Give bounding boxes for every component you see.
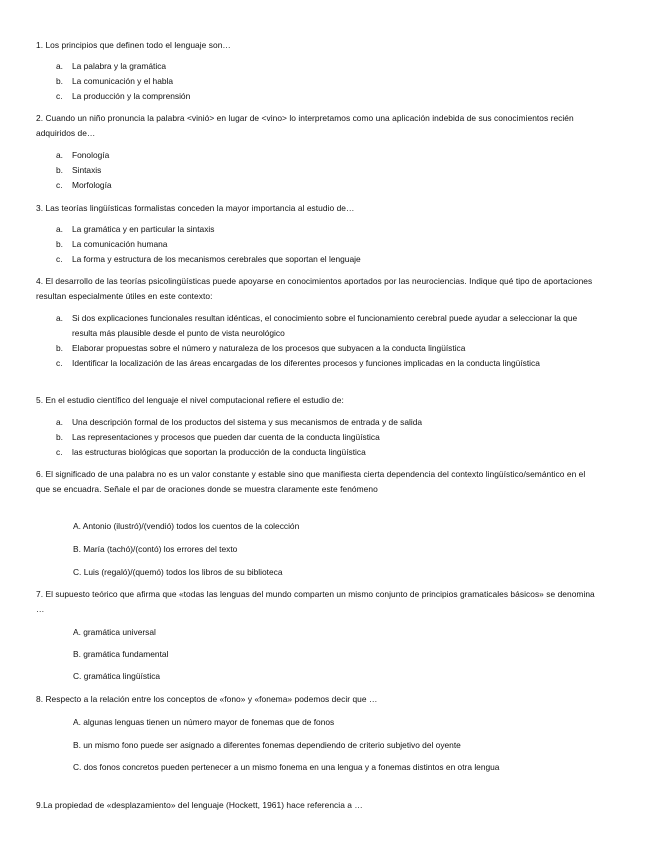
option-text: Fonología bbox=[72, 150, 110, 160]
option-marker: c. bbox=[56, 254, 63, 264]
option-text: las estructuras biológicas que soportan la producción de la conducta lingüística bbox=[72, 447, 366, 457]
question-8: 8. Respecto a la relación entre los conceptos de «fono» y «fonema» podemos decir que … bbox=[36, 694, 378, 704]
q8-option-b: B. un mismo fono puede ser asignado a diferentes fonemas dependiendo de criterio subjetivo del oyente bbox=[73, 740, 461, 750]
option-text: La producción y la comprensión bbox=[72, 91, 191, 101]
question-2: 2. Cuando un niño pronuncia la palabra <vinió> en lugar de <vino> lo interpretamos como una aplicación indebida de sus conocimientos recién adquiridos de… bbox=[36, 113, 574, 138]
question-4: 4. El desarrollo de las teorías psicolingüísticas puede apoyarse en conocimientos aportados por las neurociencias. Indique qué tipo de aportaciones resultan especialmente útiles en este contexto: bbox=[36, 276, 593, 301]
question-1: 1. Los principios que definen todo el lenguaje son… bbox=[36, 40, 231, 50]
option-marker: b. bbox=[56, 343, 63, 353]
option-text: Identificar la localización de las áreas encargadas de los diferentes procesos y funciones implicadas en la conducta lingüística bbox=[72, 358, 540, 368]
question-6: 6. El significado de una palabra no es un valor constante y estable sino que manifiesta cierta dependencia del contexto lingüístico/semántico en el que se encuadra. Señale el par de oraciones donde se muestra claramente este fenómeno bbox=[36, 469, 586, 494]
q8-option-a: A. algunas lenguas tienen un número mayor de fonemas que de fonos bbox=[73, 717, 335, 727]
option-marker: c. bbox=[56, 358, 63, 368]
option-text: Las representaciones y procesos que pueden dar cuenta de la conducta lingüística bbox=[72, 432, 380, 442]
question-9: 9.La propiedad de «desplazamiento» del lenguaje (Hockett, 1961) hace referencia a … bbox=[36, 800, 363, 810]
option-text: Elaborar propuestas sobre el número y naturaleza de los procesos que subyacen a la conducta lingüística bbox=[72, 343, 466, 353]
option-text: La forma y estructura de los mecanismos cerebrales que soportan el lenguaje bbox=[72, 254, 361, 264]
q7-option-a: A. gramática universal bbox=[73, 627, 156, 637]
option-text: La comunicación y el habla bbox=[72, 76, 174, 86]
option-marker: a. bbox=[56, 150, 63, 160]
question-3: 3. Las teorías lingüísticas formalistas conceden la mayor importancia al estudio de… bbox=[36, 203, 355, 213]
option-text: La gramática y en particular la sintaxis bbox=[72, 224, 215, 234]
q6-option-c: C. Luis (regaló)/(quemó) todos los libros de su biblioteca bbox=[73, 567, 283, 577]
option-text: Una descripción formal de los productos del sistema y sus mecanismos de entrada y de salida bbox=[72, 417, 423, 427]
option-marker: a. bbox=[56, 224, 63, 234]
option-text: La palabra y la gramática bbox=[72, 61, 167, 71]
option-marker: b. bbox=[56, 76, 63, 86]
option-text: La comunicación humana bbox=[72, 239, 168, 249]
q7-option-b: B. gramática fundamental bbox=[73, 649, 169, 659]
question-5: 5. En el estudio científico del lenguaje el nivel computacional refiere el estudio de: bbox=[36, 395, 344, 405]
q8-option-c: C. dos fonos concretos pueden pertenecer a un mismo fonema en una lengua y a fonemas distintos en otra lengua bbox=[73, 762, 500, 772]
q6-option-a: A. Antonio (ilustró)/(vendió) todos los cuentos de la colección bbox=[73, 521, 300, 531]
option-marker: c. bbox=[56, 447, 63, 457]
option-marker: b. bbox=[56, 165, 63, 175]
option-text: Sintaxis bbox=[72, 165, 102, 175]
question-7: 7. El supuesto teórico que afirma que «todas las lenguas del mundo comparten un mismo conjunto de principios gramaticales básicos» se denomina … bbox=[36, 589, 595, 614]
q6-option-b: B. María (tachó)/(contó) los errores del texto bbox=[73, 544, 238, 554]
option-marker: b. bbox=[56, 432, 63, 442]
option-marker: b. bbox=[56, 239, 63, 249]
q7-option-c: C. gramática lingüística bbox=[73, 671, 161, 681]
option-marker: c. bbox=[56, 180, 63, 190]
option-text: Morfología bbox=[72, 180, 112, 190]
option-marker: a. bbox=[56, 61, 63, 71]
option-marker: c. bbox=[56, 91, 63, 101]
option-marker: a. bbox=[56, 417, 63, 427]
option-marker: a. bbox=[56, 313, 63, 323]
option-text: Si dos explicaciones funcionales resultan idénticas, el conocimiento sobre el funcionamiento cerebral puede ayudar a seleccionar la que resulta más plausible desde el punto de vista neurológico bbox=[72, 313, 578, 338]
